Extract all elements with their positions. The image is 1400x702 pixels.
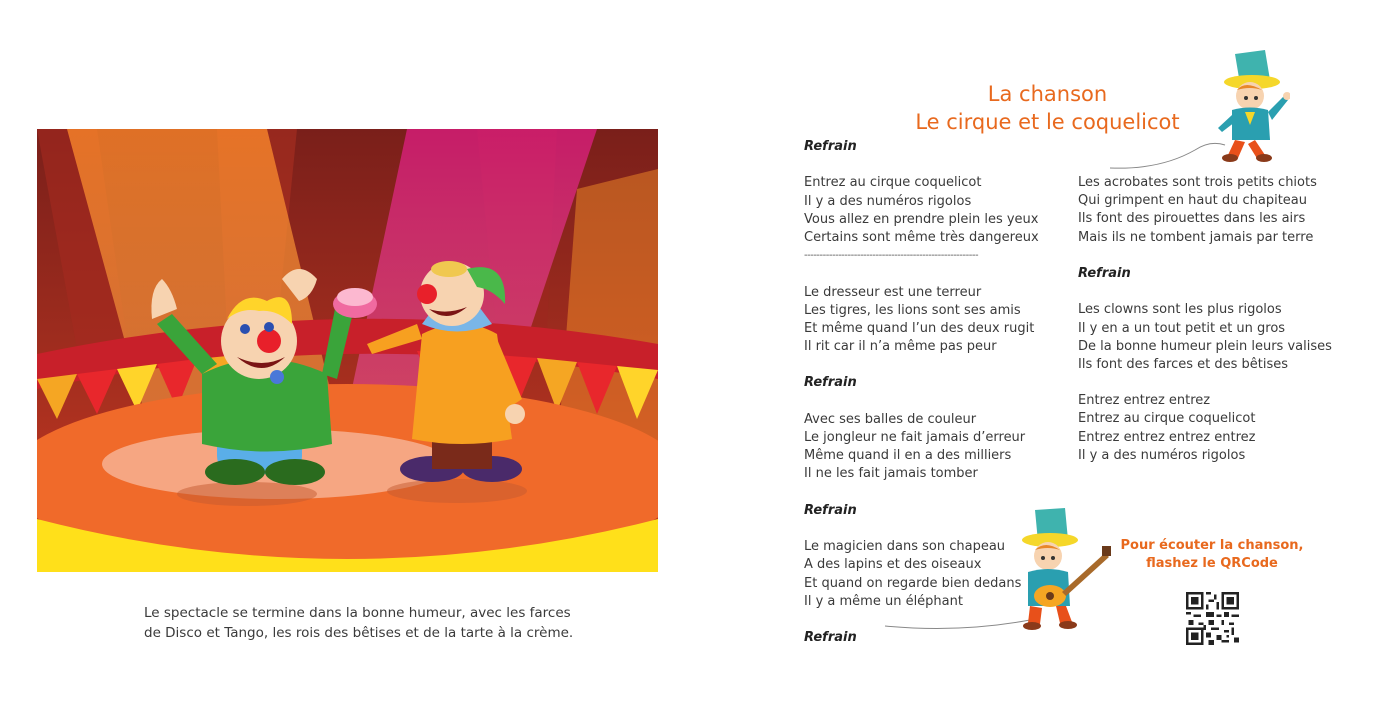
lyric-line: Le dresseur est une terreur	[804, 284, 982, 300]
lyric-line: Entrez au cirque coquelicot	[804, 175, 982, 191]
lyric-line: Et quand on regarde bien dedans	[804, 575, 1022, 591]
qr-instruction	[1112, 537, 1312, 573]
lyric-line: Les acrobates sont trois petits chiots	[1078, 175, 1317, 190]
refrain-label: Refrain	[804, 139, 857, 154]
stanza-spacer	[1078, 247, 1338, 265]
caption-line: Le spectacle se termine dans la bonne humeur, avec les farces	[144, 605, 571, 621]
lyric-line: Il ne les fait jamais tomber	[804, 466, 978, 482]
refrain-label: Refrain	[804, 375, 857, 391]
circus-illustration	[37, 129, 658, 572]
lyric-line: Il rit car il n’a même pas peur	[804, 339, 997, 355]
stanza-spacer	[1078, 374, 1338, 392]
lyric-line: Il y en a un tout petit et un gros	[1078, 320, 1286, 336]
lyric-line: Entrez entrez entrez entrez	[1078, 429, 1256, 445]
stanza-spacer	[804, 356, 1074, 374]
stanza-spacer	[1078, 283, 1338, 301]
lyric-line: Il y a des numéros rigolos	[804, 193, 972, 209]
lyric-line: Entrez entrez entrez	[1078, 393, 1211, 409]
qr-code[interactable]	[1186, 592, 1239, 645]
refrain-label: Refrain	[1078, 265, 1131, 281]
lyric-line: Et même quand l’un des deux rugit	[804, 320, 1035, 336]
refrain-label: Refrain	[804, 502, 857, 518]
guitar-boy-illustration	[880, 508, 1115, 638]
lyric-line: Mais ils ne tombent jamais par terre	[1078, 229, 1314, 245]
lyric-line: Il y a même un éléphant	[804, 593, 963, 609]
qr-instruction-line: flashez le QRCode	[1146, 556, 1278, 571]
lyric-line: Vous allez en prendre plein les yeux	[804, 211, 1039, 227]
lyric-line: Ils font des farces et des bêtises	[1078, 356, 1289, 372]
lyric-line: Le jongleur ne fait jamais d’erreur	[804, 430, 1026, 445]
lyric-line: Qui grimpent en haut du chapiteau	[1078, 193, 1307, 209]
lyric-line: Le magicien dans son chapeau	[804, 539, 1006, 555]
lyric-line: Entrez au cirque coquelicot	[1078, 411, 1256, 427]
lyric-line: Avec ses balles de couleur	[804, 411, 977, 427]
refrain-label: Refrain	[804, 630, 857, 646]
lyric-line: Même quand il en a des milliers	[804, 448, 1012, 464]
song-title	[880, 80, 1215, 136]
lyric-line: Les tigres, les lions sont ses amis	[804, 302, 1021, 318]
lyric-line: A des lapins et des oiseaux	[804, 557, 982, 573]
lyric-line: Ils font des pirouettes dans les airs	[1078, 211, 1306, 227]
qr-instruction-line: Pour écouter la chanson,	[1120, 538, 1304, 553]
stanza-spacer	[804, 265, 1074, 283]
lyric-line: Il y a des numéros rigolos	[1078, 447, 1246, 463]
lyric-line: Les clowns sont les plus rigolos	[1078, 302, 1282, 318]
lyrics-right-column	[1078, 174, 1338, 465]
song-title-line: Le cirque et le coquelicot	[915, 110, 1180, 134]
lyric-line: De la bonne humeur plein leurs valises	[1078, 338, 1332, 354]
stanza-spacer	[804, 484, 1074, 502]
stanza-spacer	[804, 156, 1074, 174]
lyric-line: Certains sont même très dangereux	[804, 229, 1039, 245]
stanza-spacer	[804, 393, 1074, 411]
song-title-line: La chanson	[987, 82, 1108, 106]
illustration-caption	[144, 603, 614, 643]
caption-line: de Disco et Tango, les rois des bêtises et de la tarte à la crème.	[144, 625, 574, 641]
dashed-separator: --------------------------------------------------------	[804, 250, 979, 262]
